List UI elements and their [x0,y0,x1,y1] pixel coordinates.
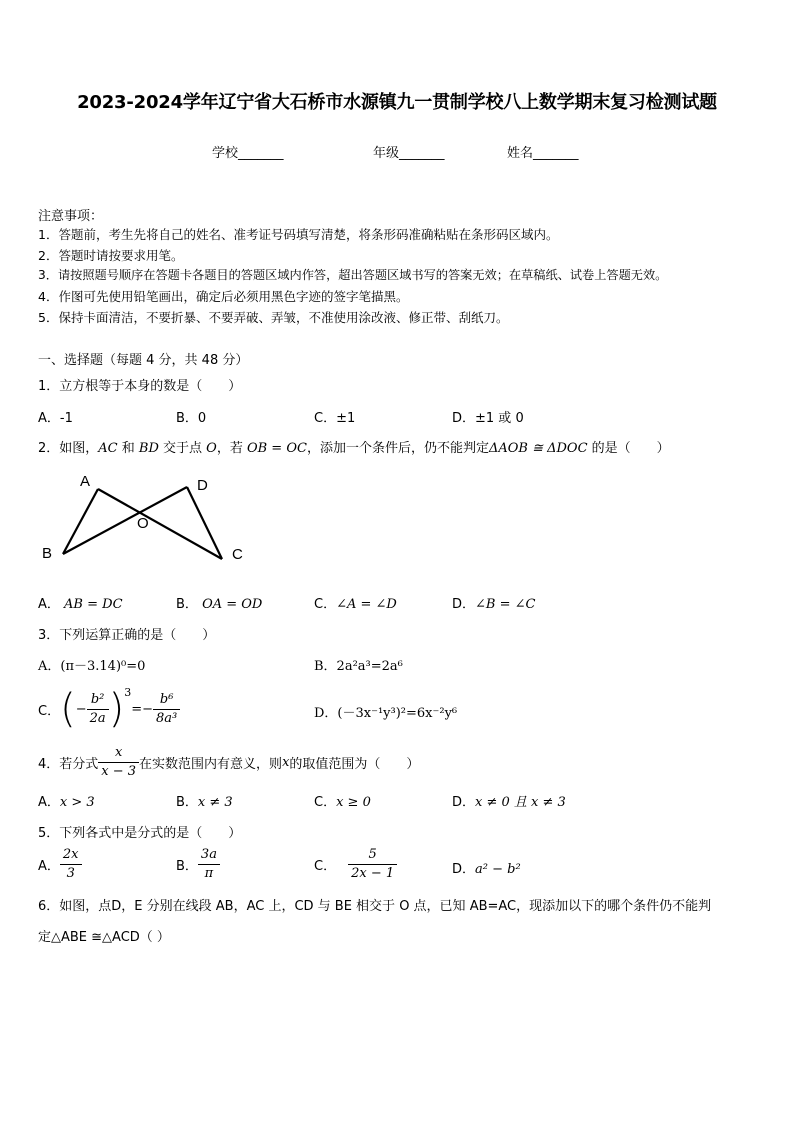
note-item: 5．保持卡面清洁，不要折暴、不要弄破、弄皱，不准使用涂改液、修正带、刮纸刀。 [38,310,509,325]
q2-num: 2．如图， [38,441,99,456]
note-item: 1．答题前，考生先将自己的姓名、准考证号码填写清楚，将条形码准确粘贴在条形码区域内。 [38,227,559,242]
label-c: C [232,546,243,563]
label-a: A [80,473,91,490]
q4-option-a: A．x > 3 [38,795,95,810]
notes-heading: 注意事项： [38,209,104,224]
q3-option-a: A．(π－3.14)⁰=0 [38,659,146,674]
note-item: 2．答题时请按要求用笔。 [38,248,184,263]
question-6-line2: 定△ABE ≅△ACD（ ） [38,930,170,945]
q4-fraction: $\frac{x}{x - 3}$ [98,744,139,781]
q3-c-fraction: $\frac{\text{b²}}{2a}$ [87,691,109,728]
q2-option-c: C．∠A = ∠D [314,597,397,612]
q5-option-d: D．a² − b² [452,862,521,877]
q1-option-a: A．-1 [38,411,73,426]
q2-triangle-congruence: ΔAOB ≅ ΔDOC [488,441,588,456]
q3-c-result-fraction: $\frac{\text{b⁶}}{\text{8a³}}$ [153,691,180,728]
section-heading: 一、选择题（每题 4 分，共 48 分） [38,353,249,368]
q2-if: ，若 [216,441,247,456]
q2-and: 和 [117,441,139,456]
q4-option-c: C．x ≥ 0 [314,795,371,810]
q3-option-c: C． ( − $\frac{\text{b²}}{2a}$ ) 3 =− $\frac{\text{b⁶}}{\text{8a³}}$ [38,686,180,732]
q2-ac: AC [98,441,118,456]
q2-end: 的是（ ） [587,441,670,456]
q2-cross: 交于点 [158,441,207,456]
question-6-line1: 6．如图，点D，E 分别在线段 AB，AC 上，CD 与 BE 相交于 O 点，已知 AB=AC，现添加以下的哪个条件仍不能判 [38,899,712,914]
question-1-stem: 1．立方根等于本身的数是（ ） [38,379,242,394]
grade-field: 年级_______ [373,146,445,161]
page-title: 2023-2024学年辽宁省大石桥市水源镇九一贯制学校八上数学期末复习检测试题 [77,92,717,113]
q2-bd: BD [138,441,159,456]
q5-option-b: B． $\frac{3a}{\pi}$ [176,846,220,883]
q1-option-d: D．±1 或 0 [452,411,524,426]
q1-option-c: C．±1 [314,411,356,426]
note-item: 3．请按照题号顺序在答题卡各题目的答题区域内作答，超出答题区域书写的答案无效；在草稿纸、试卷上答题无效。 [38,268,668,282]
q2-condition: OB = OC [246,441,307,456]
question-5-stem: 5．下列各式中是分式的是（ ） [38,826,242,841]
question-2-stem [38,437,670,456]
q4-option-d: D．x ≠ 0 且 x ≠ 3 [452,795,566,810]
school-field: 学校_______ [212,146,284,161]
label-d: D [197,477,208,494]
q5-option-a: A． $\frac{2x}{3}$ [38,846,82,883]
question-4-stem: 4．若分式 $\frac{x}{x - 3}$ 在实数范围内有意义，则 x 的取值范围为（ ） [38,745,420,779]
note-item: 4．作图可先使用铅笔画出，确定后必须用黑色字迹的签字笔描黑。 [38,289,409,304]
question-3-stem: 3．下列运算正确的是（ ） [38,628,216,643]
q2-option-d: D．∠B = ∠C [452,597,536,612]
q2-figure [30,465,260,575]
q2-o: O [206,441,217,456]
label-o: O [137,515,149,532]
label-b: B [42,545,53,562]
q2-rest: ，添加一个条件后，仍不能判定 [306,441,489,456]
q4-option-b: B．x ≠ 3 [176,795,233,810]
q2-option-a: A． AB = DC [38,597,123,612]
q3-option-d: D．(－3x⁻¹y³)²=6x⁻²y⁶ [314,706,458,721]
q5-option-c: C． $\frac{5}{2x - 1}$ [314,846,397,883]
q3-option-b: B．2a²a³=2a⁶ [314,659,403,674]
q2-option-b: B． OA = OD [176,597,263,612]
q1-option-b: B．0 [176,411,207,426]
name-field: 姓名_______ [507,146,579,161]
